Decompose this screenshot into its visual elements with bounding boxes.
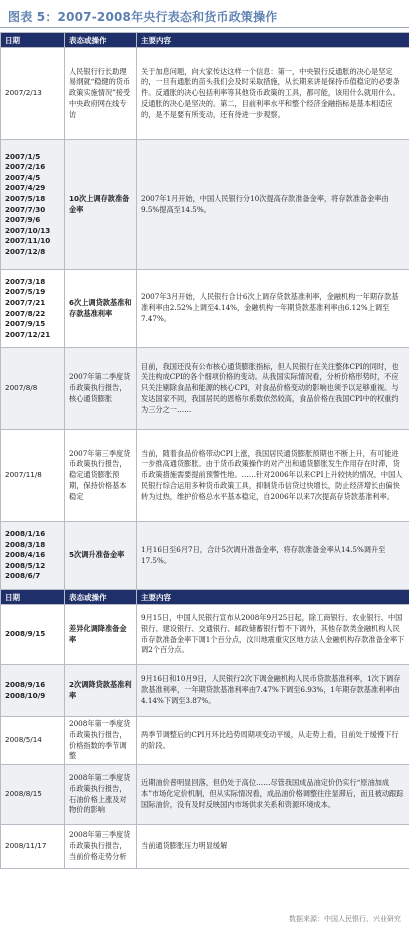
row-content: 9月15日，中国人民银行宣布从2008年9月25日起，除工商银行、农业银行、中国银行、建设银行、交通银行、邮政储蓄银行暂不下调外，其他存款类金融机构人民币存款准备金率下调1个百分点，汶川地震重灾区地方法人金融机构存款准备金率下调2个百分点。 — [137, 605, 409, 665]
header-content: 主要内容 — [137, 33, 409, 48]
row-content: 两季节调整后的CPI月环比趋势周期项变动平缓，从走势上看，目前处于缓慢下行的阶段。 — [137, 717, 409, 765]
table-row — [1, 605, 409, 665]
header-date: 日期 — [1, 33, 65, 48]
row-date: 2007/8/8 — [1, 348, 65, 430]
row-date: 2008/11/17 — [1, 825, 65, 869]
policy-table — [0, 32, 409, 869]
row-op: 2008年第一季度货币政策执行报告，价格指数的季节调整 — [65, 717, 137, 765]
row-date: 2008/1/16 2008/3/18 2008/4/16 2008/5/12 2008/6/7 — [1, 522, 65, 590]
table-row — [1, 765, 409, 825]
row-content: 近期油价普明显回落，但仍处于高位……尽管我国成品油定价仍实行“原油加成本”市场化定价机制，但从实际情况看，成品油价格调整往往显滞后，而且被动跟踪国际油价，没有及时反映国内市场供求关系和资源环境成本。 — [137, 765, 409, 825]
header-date: 日期 — [1, 590, 65, 605]
row-op: 10次上调存款准备金率 — [65, 140, 137, 270]
row-content: 2007年1月开始，中国人民银行分10次提高存款准备金率，将存款准备金率由9.5%提高至14.5%。 — [137, 140, 409, 270]
row-content: 目前，我国还没有公布核心通货膨胀指标，但人民银行在关注整体CPI的同时，也关注构成CPI的各个细项价格的变动。从我国实际情况看，分析价格形势时，不应只关注剔除食品和能源的核心CPI，对食品价格变动的影响也须予以足够重视。与发达国家不同，我国居民的恩格尔系数依然较高，食品价格在我国CPI中的权重约为三分之一…… — [137, 348, 409, 430]
row-date: 2008/8/15 — [1, 765, 65, 825]
row-date: 2008/9/15 — [1, 605, 65, 665]
row-content: 关于加息问题，向大家传达这样一个信息：第一，中央银行反通胀的决心是坚定的，一旦有通胀的苗头我们会及时采取措施，从长期来讲是保持币值稳定的必要条件。反通胀的决心包括利率等其他货币政策的工具，都可能，该用什么就用什么。反通胀的决心是坚决的。第二，目前利率水平和整个经济金融指标是基本相适应的，是不是要有所变动，还有待进一步观察。 — [137, 48, 409, 140]
row-op: 5次调升准备金率 — [65, 522, 137, 590]
row-content: 当前，随着食品价格带动CPI上涨，我国居民通货膨胀预期也不断上升，有可能进一步推高通货膨胀。由于货币政策操作的对产出和通货膨胀发生作用存在时滞，货币政策措施需要提前预警性地。……针对2006年以来CPI上升较快的情况，中国人民银行综合运用多种货币政策工具，抑制货币信贷过快增长，防止经济增长由偏快转为过热，维护价格总水平基本稳定，自2006年以来7次提高存贷款基准利率。 — [137, 430, 409, 522]
row-op: 2次调降贷款基准利率 — [65, 665, 137, 717]
row-content: 1月16日至6月7日，合计5次调升准备金率，将存款准备金率从14.5%调升至17.5%。 — [137, 522, 409, 590]
table-row — [1, 717, 409, 765]
table-row — [1, 48, 409, 140]
header-op: 表态或操作 — [65, 33, 137, 48]
row-op: 2008年第二季度货币政策执行报告，石油价格上涨及对物价的影响 — [65, 765, 137, 825]
row-date: 2008/5/14 — [1, 717, 65, 765]
table-row — [1, 270, 409, 348]
row-date: 2007/1/5 2007/2/16 2007/4/5 2007/4/29 2007/5/18 2007/7/30 2007/9/6 2007/10/13 2007/11/10 2007/12/8 — [1, 140, 65, 270]
row-date: 2008/9/16 2008/10/9 — [1, 665, 65, 717]
title-rule — [0, 27, 409, 28]
row-date: 2007/3/18 2007/5/19 2007/7/21 2007/8/22 2007/9/15 2007/12/21 — [1, 270, 65, 348]
row-content: 9月16日和10月9日，人民银行2次下调金融机构人民币贷款基准利率，1次下调存款基准利率，一年期贷款基准利率由7.47%下调至6.93%，1年期存款基准利率由4.14%下调至3.87%。 — [137, 665, 409, 717]
table-row — [1, 825, 409, 869]
row-op: 2007年第二季度货币政策执行报告，核心通货膨胀 — [65, 348, 137, 430]
table-header-2 — [1, 590, 409, 605]
data-source: 数据来源：中国人民银行、兴业研究 — [289, 915, 401, 923]
figure-title: 图表 5：2007-2008年央行表态和货币政策操作 — [8, 10, 278, 24]
table-row — [1, 140, 409, 270]
header-op: 表态或操作 — [65, 590, 137, 605]
row-date: 2007/2/13 — [1, 48, 65, 140]
row-op: 6次上调贷款基准和存款基准利率 — [65, 270, 137, 348]
table-row — [1, 665, 409, 717]
row-op: 人民银行行长助理易纲就“稳健的货币政策实施情况”接受中央政府网在线专访 — [65, 48, 137, 140]
row-op: 2008年第三季度货币政策执行报告，当前价格走势分析 — [65, 825, 137, 869]
header-content: 主要内容 — [137, 590, 409, 605]
table-header — [1, 33, 409, 48]
table-row — [1, 522, 409, 590]
table-row — [1, 430, 409, 522]
row-content: 当前通货膨胀压力明显缓解 — [137, 825, 409, 869]
row-content: 2007年3月开始，人民银行合计6次上调存贷款基准利率，金融机构一年期存款基准利率由2.52%上调至4.14%，金融机构一年期贷款基准利率由6.12%上调至7.47%。 — [137, 270, 409, 348]
row-op: 差异化调降准备金率 — [65, 605, 137, 665]
row-date: 2007/11/8 — [1, 430, 65, 522]
row-op: 2007年第三季度货币政策执行报告，稳定通货膨胀预期，保持价格基本稳定 — [65, 430, 137, 522]
table-row — [1, 348, 409, 430]
